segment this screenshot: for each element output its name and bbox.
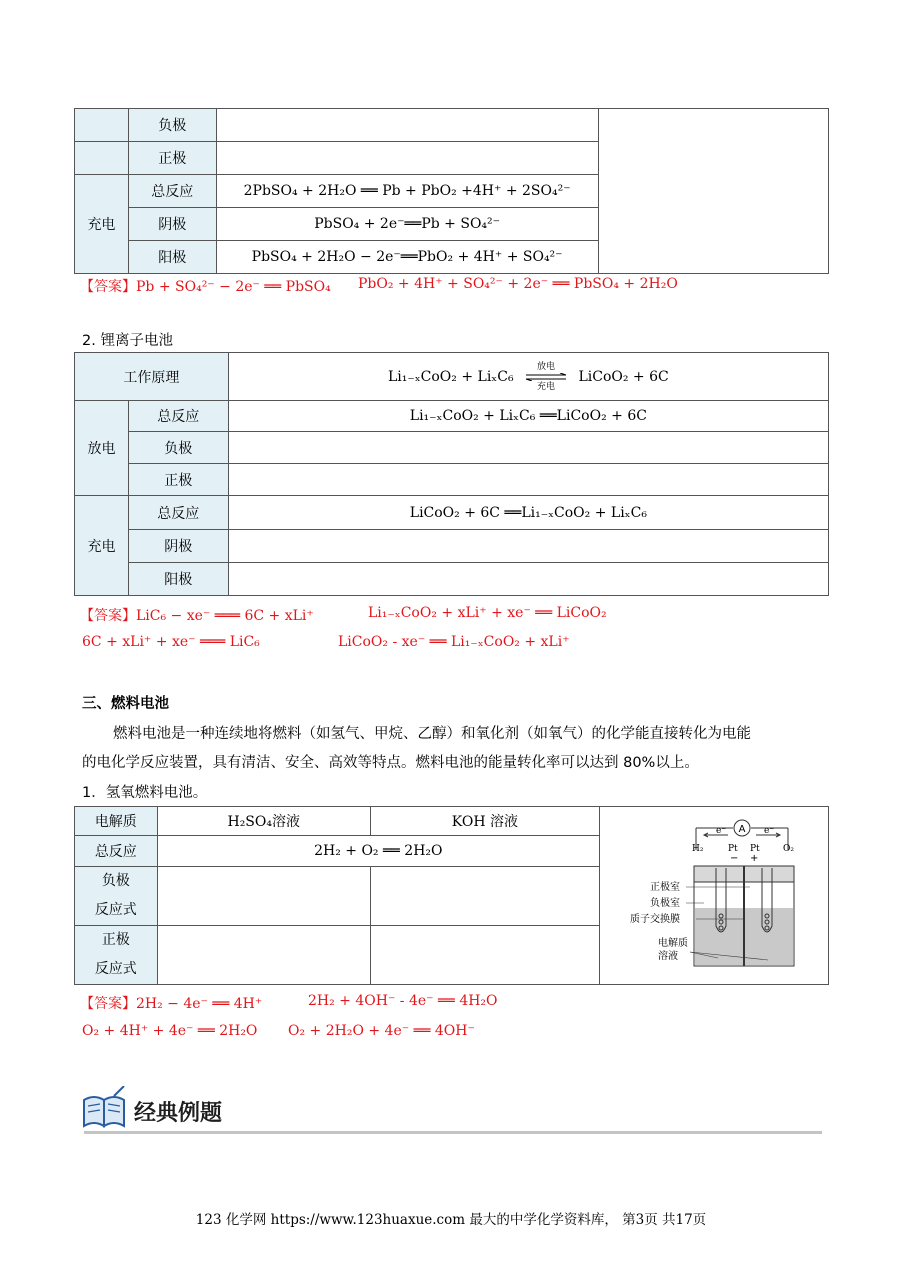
fuel-electrolyte-label: 电解质	[75, 807, 158, 836]
lead-row-content	[216, 142, 598, 175]
lead-row-label: 负极	[128, 109, 216, 142]
electron-left-label: e⁻	[715, 825, 727, 836]
fuel-positive-label-2: 反应式	[94, 961, 137, 977]
li-charge-total: LiCoO₂ + 6C ══Li₁₋ₓCoO₂ + LiₓC₆	[228, 496, 828, 530]
li-row-content	[228, 563, 828, 596]
anode-chamber-label: 负极室	[649, 897, 680, 909]
examples-title: 经典例题	[134, 1101, 223, 1126]
fuel-total-label: 总反应	[75, 836, 158, 867]
fuel-acid-positive-cell	[157, 926, 370, 985]
answer-label: 【答案】	[80, 279, 136, 295]
li-row-content	[228, 432, 828, 464]
fuel-cell-diagram-cell	[599, 807, 828, 985]
li-row-label: 总反应	[128, 496, 228, 530]
li-discharge-group-label: 放电	[75, 401, 129, 496]
double-arrow-icon	[524, 373, 568, 381]
electrolyte-label: 电解质	[657, 937, 688, 949]
fuel-answer-line-1	[80, 993, 262, 1013]
fuel-negative-label-2: 反应式	[94, 902, 137, 918]
ammeter-label: A	[738, 823, 746, 835]
li-ion-table	[74, 352, 829, 596]
li-row-content	[228, 464, 828, 496]
book-icon	[80, 1086, 130, 1130]
lead-acid-table	[74, 108, 829, 274]
lead-row-label: 总反应	[128, 175, 216, 208]
lead-cathode-reaction: PbSO₄ + 2e⁻══Pb + SO₄²⁻	[216, 208, 598, 241]
plus-sign: +	[749, 852, 759, 864]
li-answer-1: LiC₆ − xe⁻ ═══ 6C + xLi⁺	[136, 608, 314, 624]
fuel-base-cell: KOH 溶液	[370, 807, 599, 836]
li-discharge-total: Li₁₋ₓCoO₂ + LiₓC₆ ══LiCoO₂ + 6C	[228, 401, 828, 432]
arrow-top-label: 放电	[537, 361, 556, 372]
li-principle-content	[228, 353, 828, 401]
lead-answer-2: PbO₂ + 4H⁺ + SO₄²⁻ + 2e⁻ ══ PbSO₄ + 2H₂O	[358, 276, 678, 292]
li-answer-2: Li₁₋ₓCoO₂ + xLi⁺ + xe⁻ ══ LiCoO₂	[368, 605, 607, 621]
li-answer-4: LiCoO₂ - xe⁻ ══ Li₁₋ₓCoO₂ + xLi⁺	[338, 634, 570, 650]
fuel-answer-2: 2H₂ + 4OH⁻ - 4e⁻ ══ 4H₂O	[308, 993, 498, 1009]
o2-label: O₂	[782, 843, 794, 854]
li-row-label: 负极	[128, 432, 228, 464]
lead-answer-1: Pb + SO₄²⁻ − 2e⁻ ══ PbSO₄	[136, 279, 331, 295]
section-divider	[84, 1131, 822, 1134]
fuel-total-reaction: 2H₂ + O₂ ══ 2H₂O	[157, 836, 599, 867]
fuel-cell-diagram	[600, 808, 826, 984]
fuel-paragraph-line-2: 的电化学反应装置，具有清洁、安全、高效等特点。燃料电池的能量转化率可以达到 80%以上。	[82, 755, 699, 771]
fuel-negative-label	[75, 867, 158, 926]
li-principle-label: 工作原理	[75, 353, 229, 401]
lead-row-label: 正极	[128, 142, 216, 175]
fuel-positive-label	[75, 926, 158, 985]
reversible-arrow	[524, 362, 568, 392]
fuel-heading: 三、燃料电池	[82, 696, 169, 712]
fuel-answer-3: O₂ + 4H⁺ + 4e⁻ ══ 2H₂O	[82, 1023, 258, 1039]
li-principle-right: LiCoO₂ + 6C	[578, 368, 669, 385]
li-heading: 2. 锂离子电池	[82, 333, 173, 349]
lead-charge-group-label: 充电	[75, 175, 129, 274]
page-footer: 123 化学网 https://www.123huaxue.com 最大的中学化学资料库， 第3页 共17页	[195, 1212, 707, 1228]
pt-right-label: Pt	[749, 843, 760, 854]
lead-row-label: 阴极	[128, 208, 216, 241]
fuel-base-positive-cell	[370, 926, 599, 985]
proton-membrane-label: 质子交换膜	[629, 913, 680, 925]
li-row-label: 阴极	[128, 530, 228, 563]
arrow-bottom-label: 充电	[537, 381, 556, 392]
fuel-acid-cell: H₂SO₄溶液	[157, 807, 370, 836]
lead-anode-reaction: PbSO₄ + 2H₂O − 2e⁻══PbO₂ + 4H⁺ + SO₄²⁻	[216, 241, 598, 274]
lead-blank-group	[75, 109, 129, 142]
li-answer-line-1	[80, 605, 314, 625]
lead-row-content	[216, 109, 598, 142]
fuel-acid-negative-cell	[157, 867, 370, 926]
pt-left-label: Pt	[727, 843, 738, 854]
fuel-base-negative-cell	[370, 867, 599, 926]
fuel-cell-table	[74, 806, 829, 985]
answer-label: 【答案】	[80, 608, 136, 624]
minus-sign: −	[729, 852, 739, 864]
fuel-answer-4: O₂ + 2H₂O + 4e⁻ ══ 4OH⁻	[288, 1023, 475, 1039]
li-row-label: 总反应	[128, 401, 228, 432]
answer-label: 【答案】	[80, 996, 136, 1012]
lead-blank-group	[75, 142, 129, 175]
lead-total-reaction: 2PbSO₄ + 2H₂O ══ Pb + PbO₂ +4H⁺ + 2SO₄²⁻	[216, 175, 598, 208]
h2-label: H₂	[691, 843, 704, 854]
solution-label: 溶液	[657, 950, 678, 962]
li-principle-left: Li₁₋ₓCoO₂ + LiₓC₆	[387, 368, 514, 385]
li-charge-group-label: 充电	[75, 496, 129, 596]
fuel-positive-label-1: 正极	[101, 932, 130, 948]
fuel-negative-label-1: 负极	[101, 873, 130, 889]
fuel-answer-1: 2H₂ − 4e⁻ ══ 4H⁺	[136, 996, 263, 1012]
li-row-label: 正极	[128, 464, 228, 496]
cathode-chamber-label: 正极室	[649, 881, 680, 893]
lead-row-label: 阳极	[128, 241, 216, 274]
fuel-subheading: 1．氢氧燃料电池。	[82, 785, 208, 801]
lead-answer	[80, 276, 331, 296]
li-answer-3: 6C + xLi⁺ + xe⁻ ═══ LiC₆	[82, 634, 260, 650]
fuel-paragraph-line-1: 燃料电池是一种连续地将燃料（如氢气、甲烷、乙醇）和氧化剂（如氧气）的化学能直接转化为电能	[113, 726, 751, 742]
li-row-content	[228, 530, 828, 563]
electron-right-label: e⁻	[763, 825, 775, 836]
lead-side-cell	[598, 109, 828, 274]
li-row-label: 阳极	[128, 563, 228, 596]
